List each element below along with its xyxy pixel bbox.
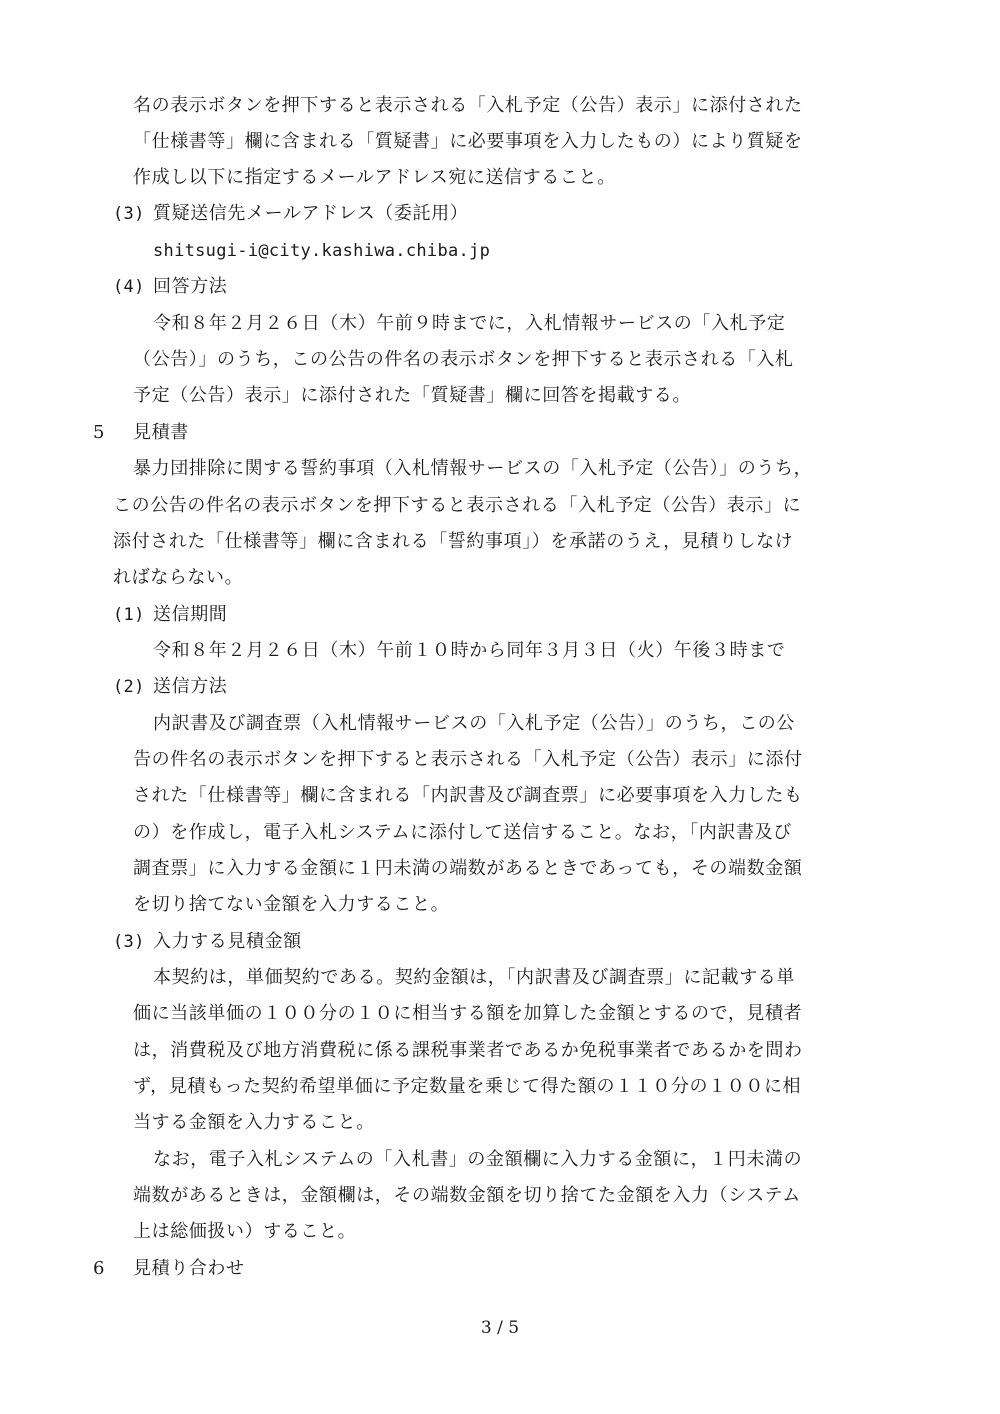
subheading-title: 送信方法 bbox=[153, 676, 228, 697]
subheading-3 bbox=[113, 929, 302, 955]
paragraph-line: 作成し以下に指定するメールアドレス宛に送信すること。 bbox=[133, 167, 616, 188]
paragraph-line: ず，見積もった契約希望単価に予定数量を乗じて得た額の１１０分の１００に相 bbox=[133, 1076, 802, 1097]
paragraph-line: なお，電子入札システムの「入札書」の金額欄に入力する金額に，１円未満の bbox=[153, 1149, 803, 1170]
paragraph-line: された「仕様書等」欄に含まれる「内訳書及び調査票」に必要事項を入力したも bbox=[133, 785, 803, 806]
subheading-label: (1) bbox=[113, 605, 145, 625]
paragraph-line: 令和８年２月２６日（木）午前９時までに，入札情報サービスの「入札予定 bbox=[153, 313, 786, 334]
subheading-2 bbox=[113, 674, 227, 700]
paragraph-line: 予定（公告）表示」に添付された「質疑書」欄に回答を掲載する。 bbox=[133, 385, 691, 406]
subheading-title: 回答方法 bbox=[153, 276, 228, 297]
subheading-title: 送信期間 bbox=[153, 604, 228, 625]
paragraph-line: 端数があるときは，金額欄は，その端数金額を切り捨てた金額を入力（システム bbox=[133, 1185, 801, 1206]
paragraph-line: ればならない。 bbox=[113, 567, 244, 588]
subheading-label: (3) bbox=[113, 204, 145, 224]
section-number: 5 bbox=[93, 422, 106, 443]
subheading-1 bbox=[113, 602, 227, 628]
paragraph-line: 告の件名の表示ボタンを押下すると表示される「入札予定（公告）表示」に添付 bbox=[133, 749, 803, 770]
paragraph-line: 本契約は，単価契約である。契約金額は，「内訳書及び調査票」に記載する単 bbox=[153, 967, 795, 988]
subheading-label: (2) bbox=[113, 677, 145, 697]
paragraph-line: 名の表示ボタンを押下すると表示される「入札予定（公告）表示」に添付された bbox=[133, 95, 803, 116]
paragraph-line: は，消費税及び地方消費税に係る課税事業者であるか免税事業者であるかを問わ bbox=[133, 1040, 803, 1061]
section-title: 見積書 bbox=[133, 422, 189, 443]
section-heading-6 bbox=[93, 1256, 245, 1282]
paragraph-line: を切り捨てない金額を入力すること。 bbox=[133, 894, 450, 915]
paragraph-line: 当する金額を入力すること。 bbox=[133, 1112, 375, 1133]
subheading-3 bbox=[113, 201, 468, 227]
section-number: 6 bbox=[93, 1258, 106, 1279]
paragraph-line: 「仕様書等」欄に含まれる「質疑書」に必要事項を入力したもの）により質疑を bbox=[133, 131, 803, 152]
paragraph-line: 令和８年２月２６日（木）午前１０時から同年３月３日（火）午後３時まで bbox=[153, 640, 786, 661]
email-address: shitsugi-i@city.kashiwa.chiba.jp bbox=[153, 241, 491, 261]
subheading-title: 入力する見積金額 bbox=[153, 931, 302, 952]
subheading-label: (4) bbox=[113, 277, 145, 297]
paragraph-line: 価に当該単価の１００分の１０に相当する額を加算した金額とするので，見積者 bbox=[133, 1003, 803, 1024]
paragraph-line: この公告の件名の表示ボタンを押下すると表示される「入札予定（公告）表示」に bbox=[113, 495, 802, 516]
subheading-label: (3) bbox=[113, 932, 145, 952]
subheading-4 bbox=[113, 274, 227, 300]
paragraph-line: 添付された「仕様書等」欄に含まれる「誓約事項」）を承諾のうえ，見積りしなけ bbox=[113, 531, 794, 552]
section-title: 見積り合わせ bbox=[133, 1258, 245, 1279]
paragraph-line: 内訳書及び調査票（入札情報サービスの「入札予定（公告）」のうち，この公 bbox=[153, 713, 795, 734]
section-heading-5 bbox=[93, 420, 189, 446]
paragraph-line: 暴力団排除に関する誓約事項（入札情報サービスの「入札予定（公告）」のうち， bbox=[133, 458, 813, 479]
paragraph-line: 調査票」に入力する金額に１円未満の端数があるときであっても，その端数金額 bbox=[133, 858, 803, 879]
paragraph-line: （公告）」のうち，この公告の件名の表示ボタンを押下すると表示される「入札 bbox=[133, 349, 794, 370]
paragraph-line: の）を作成し，電子入札システムに添付して送信すること。なお，「内訳書及び bbox=[133, 822, 792, 843]
subheading-title: 質疑送信先メールアドレス（委託用） bbox=[153, 203, 469, 224]
paragraph-line: 上は総価扱い）すること。 bbox=[133, 1221, 357, 1242]
page-number: 3 / 5 bbox=[480, 1318, 520, 1338]
